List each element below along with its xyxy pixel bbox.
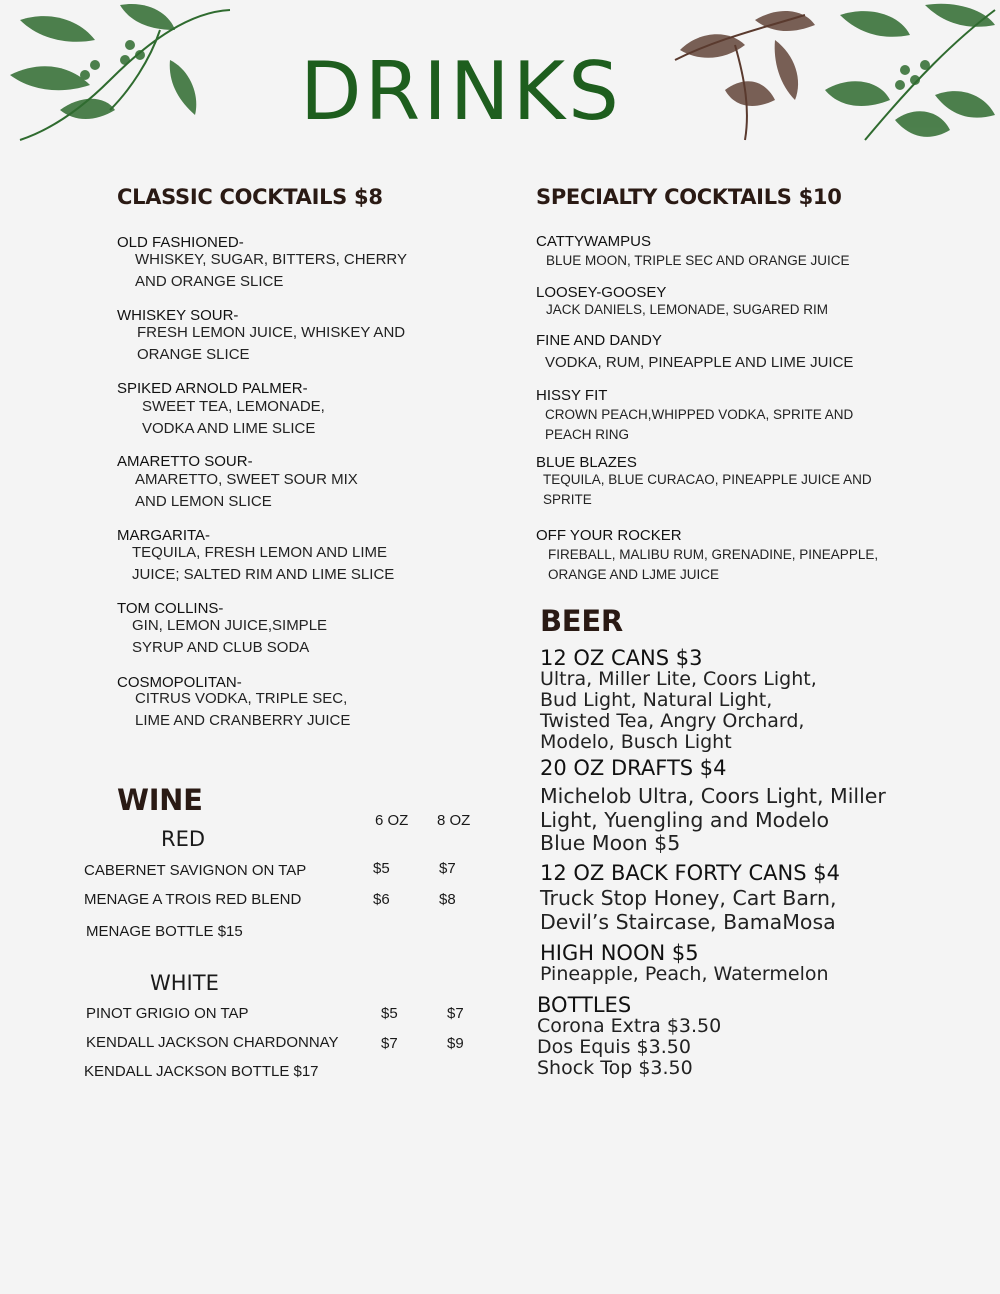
- wine-item-name: CABERNET SAVIGNON ON TAP: [84, 862, 307, 879]
- specialty-item-name: BLUE BLAZES: [536, 454, 637, 471]
- page-title: DRINKS: [300, 45, 622, 138]
- classic-item-name: AMARETTO SOUR-: [117, 453, 253, 470]
- classic-item-desc: TEQUILA, FRESH LEMON AND LIME JUICE; SALTED RIM AND LIME SLICE: [132, 544, 395, 583]
- specialty-item-name: HISSY FIT: [536, 387, 608, 404]
- beer-line: Ultra, Miller Lite, Coors Light,: [540, 668, 817, 690]
- classic-item-desc: FRESH LEMON JUICE, WHISKEY AND ORANGE SLICE: [137, 324, 406, 363]
- wine-col-8oz: 8 OZ: [437, 812, 471, 829]
- wine-price-6oz: $7: [381, 1035, 398, 1052]
- beer-noon-title: HIGH NOON $5: [540, 941, 699, 965]
- specialty-item-desc: FIREBALL, MALIBU RUM, GRENADINE, PINEAPPLE, ORANGE AND LJME JUICE: [548, 547, 879, 582]
- classic-item-desc: CITRUS VODKA, TRIPLE SEC, LIME AND CRANBERRY JUICE: [135, 690, 351, 729]
- wine-price-6oz: $5: [373, 860, 390, 877]
- wine-price-6oz: $5: [381, 1005, 398, 1022]
- classic-cocktails-heading: CLASSIC COCKTAILS $8: [117, 185, 383, 209]
- beer-line: Bud Light, Natural Light,: [540, 689, 773, 711]
- wine-item-name: MENAGE A TROIS RED BLEND: [84, 891, 302, 908]
- specialty-item-desc: BLUE MOON, TRIPLE SEC AND ORANGE JUICE: [546, 253, 850, 268]
- beer-line: Modelo, Busch Light: [540, 731, 732, 753]
- wine-price-6oz: $6: [373, 891, 390, 908]
- wine-price-8oz: $7: [447, 1005, 464, 1022]
- wine-white-bottle: KENDALL JACKSON BOTTLE $17: [84, 1063, 319, 1080]
- wine-red-label: RED: [161, 827, 206, 851]
- specialty-item-desc: TEQUILA, BLUE CURACAO, PINEAPPLE JUICE AND SPRITE: [543, 472, 872, 507]
- leaf-branch-icon: [0, 0, 240, 150]
- beer-drafts-title: 20 OZ DRAFTS $4: [540, 756, 727, 780]
- beer-line: Pineapple, Peach, Watermelon: [540, 963, 829, 985]
- wine-item-name: KENDALL JACKSON CHARDONNAY: [86, 1034, 339, 1051]
- specialty-item-desc: VODKA, RUM, PINEAPPLE AND LIME JUICE: [545, 354, 854, 371]
- beer-forty-list: [540, 887, 980, 934]
- specialty-item-name: FINE AND DANDY: [536, 332, 662, 349]
- wine-price-8oz: $8: [439, 891, 456, 908]
- classic-item-name: MARGARITA-: [117, 527, 211, 544]
- classic-item-name: WHISKEY SOUR-: [117, 307, 239, 324]
- specialty-item-desc: CROWN PEACH,WHIPPED VODKA, SPRITE AND PEACH RING: [545, 407, 854, 442]
- classic-item-name: COSMOPOLITAN-: [117, 674, 242, 691]
- specialty-item-name: OFF YOUR ROCKER: [536, 527, 682, 544]
- specialty-item-desc: JACK DANIELS, LEMONADE, SUGARED RIM: [546, 302, 829, 317]
- beer-heading: BEER: [540, 604, 623, 638]
- leaf-branch-icon: [665, 0, 1000, 150]
- wine-white-label: WHITE: [150, 971, 219, 995]
- beer-line: Dos Equis $3.50: [537, 1036, 691, 1058]
- wine-price-8oz: $7: [439, 860, 456, 877]
- wine-col-6oz: 6 OZ: [375, 812, 409, 829]
- specialty-item-name: CATTYWAMPUS: [536, 233, 651, 250]
- classic-item-desc: AMARETTO, SWEET SOUR MIX AND LEMON SLICE: [135, 471, 358, 510]
- beer-bottles-title: BOTTLES: [537, 993, 632, 1017]
- specialty-cocktails-heading: SPECIALTY COCKTAILS $10: [536, 185, 842, 209]
- classic-item-name: OLD FASHIONED-: [117, 234, 244, 251]
- classic-item-desc: GIN, LEMON JUICE,SIMPLE SYRUP AND CLUB SODA: [132, 617, 328, 656]
- classic-item-desc: SWEET TEA, LEMONADE, VODKA AND LIME SLICE: [142, 398, 325, 437]
- beer-cans-list: [540, 669, 940, 753]
- beer-line: Blue Moon $5: [540, 831, 681, 855]
- wine-item-name: PINOT GRIGIO ON TAP: [86, 1005, 249, 1022]
- beer-line: Devil’s Staircase, BamaMosa: [540, 909, 836, 934]
- beer-drafts-list: [540, 785, 980, 856]
- wine-red-bottle: MENAGE BOTTLE $15: [86, 923, 243, 940]
- beer-line: Twisted Tea, Angry Orchard,: [540, 710, 805, 732]
- classic-item-name: TOM COLLINS-: [117, 600, 224, 617]
- beer-cans-title: 12 OZ CANS $3: [540, 646, 703, 670]
- beer-line: Shock Top $3.50: [537, 1057, 693, 1079]
- classic-item-desc: WHISKEY, SUGAR, BITTERS, CHERRY AND ORANGE SLICE: [135, 251, 407, 290]
- beer-noon-list: [540, 964, 960, 985]
- beer-forty-title: 12 OZ BACK FORTY CANS $4: [540, 861, 840, 885]
- beer-line: Light, Yuengling and Modelo: [540, 807, 830, 832]
- beer-line: Corona Extra $3.50: [537, 1015, 722, 1037]
- specialty-item-name: LOOSEY-GOOSEY: [536, 284, 667, 301]
- beer-bottles-list: [537, 1016, 837, 1079]
- beer-line: Truck Stop Honey, Cart Barn,: [540, 886, 837, 910]
- beer-line: Michelob Ultra, Coors Light, Miller: [540, 784, 886, 808]
- classic-item-name: SPIKED ARNOLD PALMER-: [117, 380, 308, 397]
- wine-heading: WINE: [117, 783, 203, 817]
- wine-price-8oz: $9: [447, 1035, 464, 1052]
